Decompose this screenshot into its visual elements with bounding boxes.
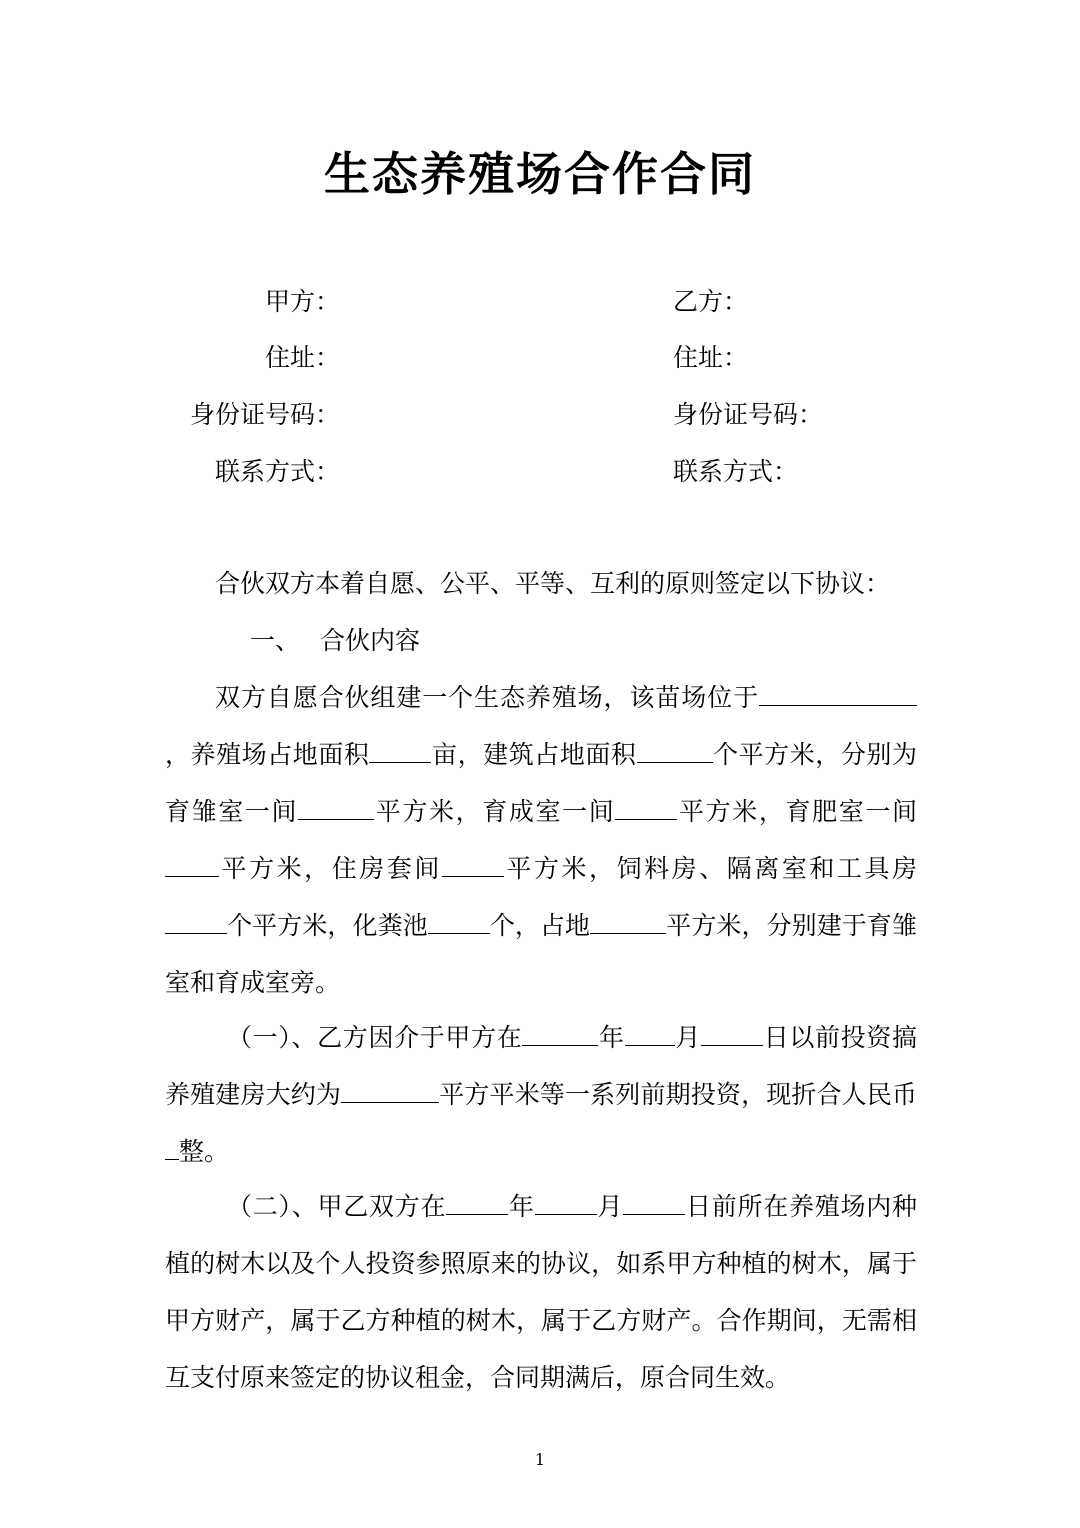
text-run: 亩，建筑占地面积 bbox=[431, 740, 637, 769]
blank-land-area bbox=[369, 738, 431, 763]
blank-year bbox=[522, 1021, 598, 1046]
text-run: 平方米，住房套间 bbox=[219, 854, 442, 883]
text-run: 平方米，育成室一间 bbox=[374, 797, 616, 826]
paragraph-partnership-content bbox=[165, 669, 917, 1011]
blank-housing bbox=[442, 852, 504, 877]
text-run: 日前所在养殖场内种植的树木以及个人投资参照原来的协议，如系甲方种植的树木，属于甲方财产，属于乙方种植的树木，属于乙方财产。合作期间，无需相互支付原来签定的协议租金，合同期满后，原合同生效。 bbox=[165, 1192, 917, 1392]
text-run: （二）、甲乙双方在 bbox=[227, 1192, 447, 1221]
party-a-address-label: 住址： bbox=[264, 343, 340, 372]
text-run: 月 bbox=[596, 1192, 624, 1221]
text-run: 个，占地 bbox=[489, 911, 591, 940]
party-b-id-label: 身份证号码： bbox=[673, 400, 824, 429]
text-run: 双方自愿合伙组建一个生态养殖场，该苗场位于 bbox=[215, 683, 759, 712]
intro-text: 合伙双方本着自愿、公平、平等、互利的原则签定以下协议： bbox=[215, 569, 891, 598]
text-run: （一）、乙方因介于甲方在 bbox=[227, 1023, 523, 1052]
blank-storage bbox=[165, 909, 227, 934]
blank-location bbox=[759, 681, 917, 706]
paragraph-clause-2 bbox=[165, 1178, 917, 1406]
party-b-label: 乙方： bbox=[673, 287, 749, 316]
blank-rearing-room bbox=[615, 795, 677, 820]
text-run: 平方平米等一系列前期投资，现折合人民币 bbox=[439, 1080, 917, 1109]
document-title: 生态养殖场合作合同 bbox=[324, 147, 756, 201]
party-a-id-label: 身份证号码： bbox=[189, 400, 340, 429]
page-number: 1 bbox=[534, 1450, 546, 1469]
text-run: ，养殖场占地面积 bbox=[165, 740, 370, 769]
blank-septic-area bbox=[590, 909, 666, 934]
text-run: 平方米，饲料房、隔离室和工具房 bbox=[503, 854, 917, 883]
blank-day bbox=[623, 1190, 685, 1215]
party-b-contact-label: 联系方式： bbox=[673, 457, 799, 486]
text-run: 年 bbox=[508, 1192, 535, 1221]
section-number: 一、 bbox=[250, 626, 301, 655]
text-run: 平方米，分别建于育雏室和育成室旁。 bbox=[165, 911, 917, 997]
blank-day bbox=[701, 1021, 763, 1046]
blank-building-size bbox=[341, 1078, 439, 1103]
party-a-contact-label: 联系方式： bbox=[214, 457, 340, 486]
text-run: 个平方米，分别为育雏室一间 bbox=[165, 740, 917, 826]
text-run: 日以前投资搞养殖建房大约为 bbox=[165, 1023, 917, 1109]
blank-building-area bbox=[637, 738, 713, 763]
section-heading bbox=[250, 623, 420, 659]
blank-amount bbox=[165, 1135, 179, 1160]
text-run: 平方米，育肥室一间 bbox=[677, 797, 917, 826]
blank-month bbox=[625, 1021, 675, 1046]
text-run: 月 bbox=[674, 1023, 702, 1052]
blank-septic-count bbox=[428, 909, 490, 934]
section-title: 合伙内容 bbox=[320, 626, 421, 655]
party-b-address-label: 住址： bbox=[673, 343, 749, 372]
paragraph-clause-1 bbox=[165, 1009, 917, 1180]
blank-month bbox=[535, 1190, 597, 1215]
text-run: 整。 bbox=[179, 1137, 230, 1166]
blank-brooding-room bbox=[298, 795, 374, 820]
blank-year bbox=[446, 1190, 508, 1215]
party-a-label: 甲方： bbox=[264, 287, 340, 316]
blank-fattening-room bbox=[165, 852, 219, 877]
text-run: 年 bbox=[598, 1023, 625, 1052]
text-run: 个平方米，化粪池 bbox=[227, 911, 428, 940]
